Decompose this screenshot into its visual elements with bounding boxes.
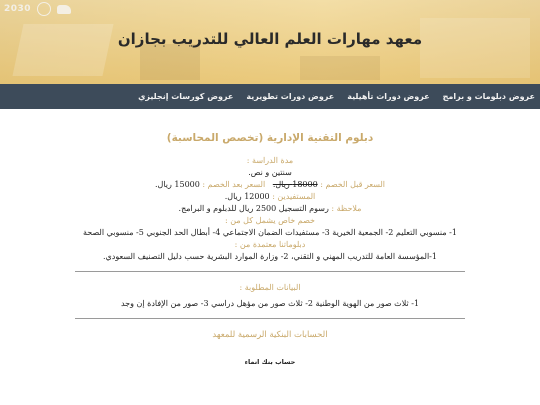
nav-item-development-courses[interactable]: عروض دورات تطويرية [246, 92, 335, 101]
accredited-title: دبلوماتنا معتمدة من : [234, 239, 306, 249]
note-label: ملاحظة : [331, 203, 362, 213]
beneficiaries-value: 12000 ريال. [224, 191, 270, 201]
institute-logo-icon [57, 5, 71, 14]
nav-item-diplomas[interactable]: عروض دبلومات و برامج [442, 92, 535, 101]
price-after-value: 15000 ريال. [154, 179, 200, 189]
note-value: رسوم التسجيل 2500 ريال للدبلوم و البرامج. [178, 203, 329, 213]
vision-2030-logo: 2030 [4, 4, 32, 14]
beneficiaries-label: المستفيدين : [272, 191, 316, 201]
banner-decoration [420, 18, 530, 78]
price-before-value: 18000 ريال. [272, 179, 318, 189]
header-logos [4, 2, 71, 16]
duration-label: مدة الدراسة : [246, 155, 294, 165]
program-title: دبلوم التقنية الإدارية (تخصص المحاسبة) [166, 132, 374, 144]
section-divider [75, 271, 465, 272]
special-offer-title: خصم خاص يشمل كل من : [225, 215, 315, 225]
accredited-items: 1-المؤسسة العامة للتدريب المهني و التقني، 2- وزارة الموارد البشرية حسب دليل التصنيف السعودي. [103, 251, 437, 261]
banner-decoration [300, 56, 380, 80]
note-row [0, 203, 540, 215]
emblem-icon [37, 2, 51, 16]
nav-item-qualifying-courses[interactable]: عروض دورات تأهيلية [347, 92, 430, 101]
requirements-title: البيانات المطلوبة : [239, 282, 301, 292]
nav-item-english-courses[interactable]: عروض كورسات إنجليزي [138, 92, 234, 101]
special-offer-items: 1- منسوبي التعليم 2- الجمعية الخيرية 3- مستفيدات الضمان الاجتماعي 4- أبطال الحد الجنوبي 5- منسوبي الصحة [83, 227, 457, 237]
requirements-items: 1- ثلاث صور من الهوية الوطنية 2- ثلاث صور من مؤهل دراسي 3- صور من الإفادة إن وجد [120, 298, 420, 308]
price-before-label: السعر قبل الخصم : [320, 179, 386, 189]
site-title: معهد مهارات العلم العالي للتدريب بجازان [117, 30, 423, 48]
duration-value: سنتين و نص. [248, 167, 292, 177]
price-after-label: السعر بعد الخصم : [202, 179, 266, 189]
main-navbar [0, 84, 540, 109]
header-banner [0, 0, 540, 84]
bank-accounts-title: الحسابات البنكية الرسمية للمعهد [212, 329, 328, 340]
program-details [0, 131, 540, 367]
banner-decoration [140, 44, 200, 80]
bank-account-label: حساب بنك انماء [244, 357, 296, 366]
beneficiaries-row [0, 191, 540, 203]
price-row [0, 179, 540, 191]
section-divider [75, 318, 465, 319]
